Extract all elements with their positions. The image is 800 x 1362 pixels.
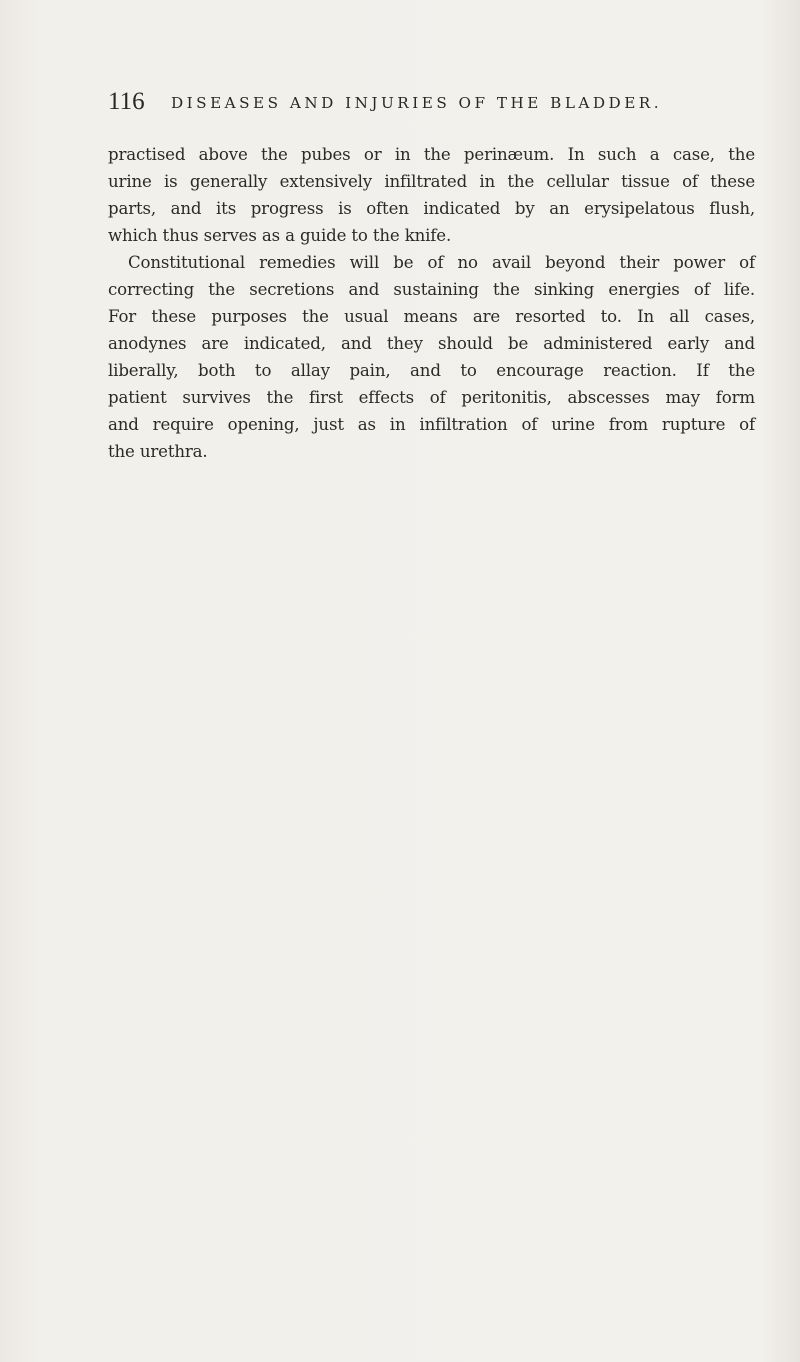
- paragraph-1: [108, 141, 755, 249]
- text-line: parts, and its progress is often indicated by an erysipelatous flush,: [108, 199, 755, 218]
- text-line: the urethra.: [108, 442, 208, 461]
- text-line: anodynes are indicated, and they should be administered early and: [108, 334, 755, 353]
- text-line: which thus serves as a guide to the knife.: [108, 226, 452, 245]
- running-head: DISEASES AND INJURIES OF THE BLADDER.: [171, 94, 663, 112]
- text-line: Constitutional remedies will be of no avail beyond their power of: [128, 253, 755, 272]
- page-header: [108, 88, 698, 118]
- text-line: For these purposes the usual means are resorted to. In all cases,: [108, 307, 755, 326]
- text-line: and require opening, just as in infiltration of urine from rupture of: [108, 415, 755, 434]
- paragraph-2: [108, 249, 755, 465]
- text-line: urine is generally extensively infiltrated in the cellular tissue of these: [108, 172, 755, 191]
- page-number: 116: [108, 88, 145, 115]
- text-line: practised above the pubes or in the perinæum. In such a case, the: [108, 145, 755, 164]
- text-line: correcting the secretions and sustaining the sinking energies of life.: [108, 280, 755, 299]
- body-text: [108, 141, 755, 465]
- text-line: liberally, both to allay pain, and to encourage reaction. If the: [108, 361, 755, 380]
- text-line: patient survives the first effects of peritonitis, abscesses may form: [108, 388, 755, 407]
